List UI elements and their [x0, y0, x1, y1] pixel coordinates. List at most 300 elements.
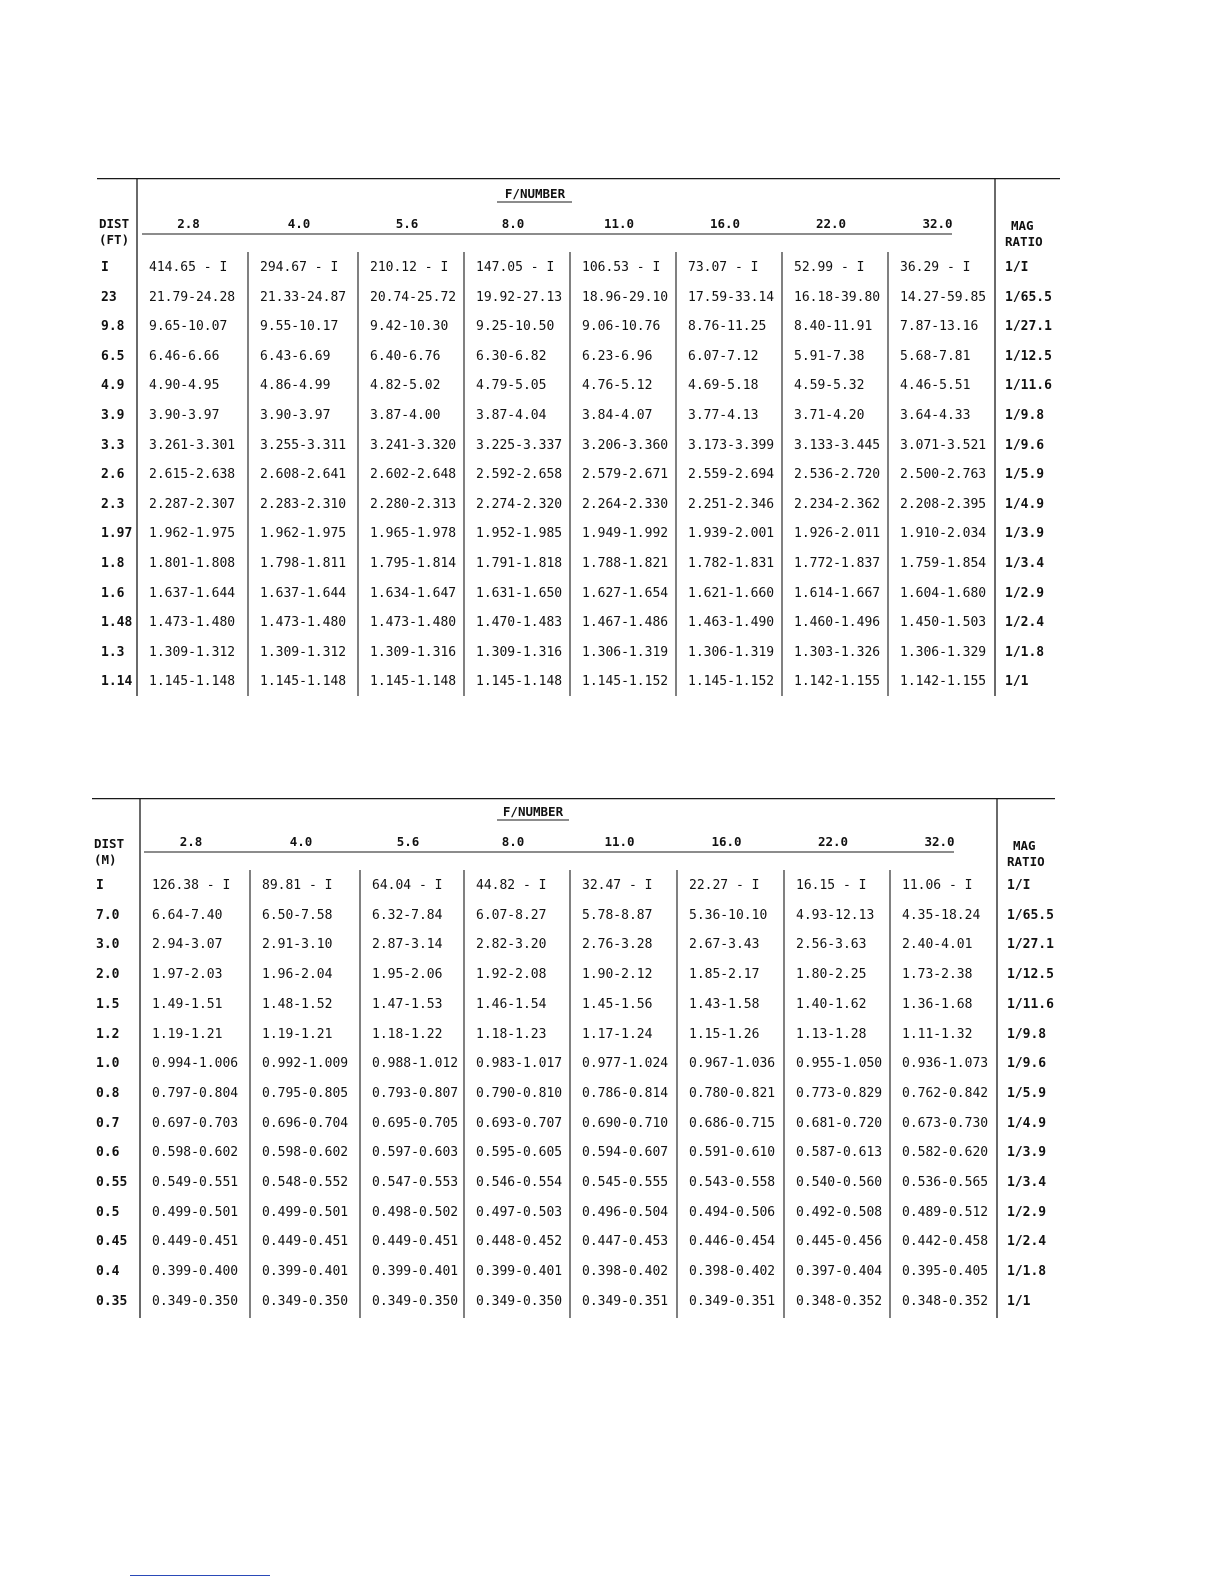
depth-of-field-table-feet — [97, 178, 1060, 696]
dist-value: 6.5 — [101, 348, 125, 364]
range-value: 0.994-1.006 — [152, 1056, 239, 1072]
range-value: 1.11-1.32 — [902, 1026, 973, 1042]
range-value: 1.145-1.148 — [260, 674, 347, 690]
range-value: 3.261-3.301 — [149, 437, 236, 453]
range-value: 1.80-2.25 — [796, 967, 867, 983]
mag-ratio-value: 1/9.6 — [1007, 1056, 1047, 1072]
range-value: 2.234-2.362 — [794, 496, 881, 512]
fnumber-header-4-0: 4.0 — [289, 834, 313, 849]
range-value: 0.494-0.506 — [689, 1204, 776, 1220]
range-value: 2.579-2.671 — [582, 467, 669, 483]
range-value: 1.637-1.644 — [260, 585, 347, 601]
range-value: 1.631-1.650 — [476, 585, 563, 601]
range-value: 2.536-2.720 — [794, 467, 881, 483]
range-value: 0.797-0.804 — [152, 1085, 239, 1101]
dist-value: 0.6 — [96, 1145, 120, 1161]
range-value: 1.309-1.312 — [260, 644, 347, 660]
range-value: 3.90-3.97 — [149, 408, 220, 423]
range-value: 3.77-4.13 — [688, 408, 759, 423]
range-value: 0.399-0.400 — [152, 1264, 239, 1280]
range-value: 8.76-11.25 — [688, 319, 767, 335]
range-value: 4.35-18.24 — [902, 907, 981, 923]
fnumber-header-2-8: 2.8 — [177, 216, 200, 231]
range-value: 147.05 - I — [476, 260, 555, 275]
depth-of-field-table-meters — [92, 798, 1055, 1318]
range-value: 3.87-4.00 — [370, 408, 441, 423]
range-value: 0.349-0.350 — [476, 1293, 563, 1309]
range-value: 0.549-0.551 — [152, 1175, 239, 1190]
range-value: 0.446-0.454 — [689, 1234, 776, 1250]
range-value: 0.448-0.452 — [476, 1234, 563, 1250]
mag-ratio-value: 1/1.8 — [1007, 1264, 1047, 1280]
mag-ratio-value: 1/3.9 — [1007, 1145, 1047, 1161]
fnumber-header-22-0: 22.0 — [817, 834, 849, 849]
range-value: 4.86-4.99 — [260, 378, 331, 394]
dist-label: DIST — [99, 216, 130, 231]
range-value: 0.536-0.565 — [902, 1175, 989, 1190]
dist-value: 4.9 — [101, 378, 125, 394]
range-value: 2.251-2.346 — [688, 496, 775, 512]
range-value: 4.79-5.05 — [476, 378, 547, 394]
dist-value: 9.8 — [101, 319, 125, 335]
range-value: 1.18-1.23 — [476, 1026, 547, 1042]
range-value: 1.95-2.06 — [372, 967, 443, 983]
range-value: 73.07 - I — [688, 260, 759, 275]
range-value: 0.967-1.036 — [689, 1056, 776, 1072]
range-value: 5.68-7.81 — [900, 348, 971, 364]
range-value: 3.133-3.445 — [794, 437, 881, 453]
dist-unit-label: (M) — [94, 852, 117, 867]
range-value: 0.499-0.501 — [262, 1204, 349, 1220]
range-value: 0.992-1.009 — [262, 1056, 349, 1072]
range-value: 0.445-0.456 — [796, 1234, 883, 1250]
mag-ratio-value: 1/I — [1007, 878, 1031, 893]
range-value: 36.29 - I — [900, 260, 971, 275]
range-value: 0.348-0.352 — [902, 1293, 989, 1309]
range-value: 0.790-0.810 — [476, 1085, 563, 1101]
range-value: 4.76-5.12 — [582, 378, 653, 394]
range-value: 2.82-3.20 — [476, 937, 547, 953]
range-value: 1.48-1.52 — [262, 996, 333, 1012]
dist-value: 1.14 — [101, 674, 133, 690]
mag-ratio-value: 1/2.9 — [1007, 1204, 1047, 1220]
range-value: 1.798-1.811 — [260, 556, 347, 571]
range-value: 1.782-1.831 — [688, 556, 775, 571]
range-value: 2.76-3.28 — [582, 937, 653, 953]
fnumber-label: F/NUMBER — [504, 186, 566, 201]
mag-ratio-value: 1/I — [1005, 260, 1029, 275]
range-value: 0.548-0.552 — [262, 1175, 349, 1190]
dist-value: 3.0 — [96, 937, 120, 953]
dist-value: 2.3 — [101, 496, 125, 512]
range-value: 0.595-0.605 — [476, 1145, 563, 1161]
range-value: 0.594-0.607 — [582, 1145, 669, 1161]
range-value: 1.19-1.21 — [152, 1026, 223, 1042]
range-value: 2.500-2.763 — [900, 467, 987, 483]
range-value: 1.145-1.148 — [149, 674, 236, 690]
range-value: 9.42-10.30 — [370, 319, 449, 335]
range-value: 52.99 - I — [794, 260, 865, 275]
dist-label: DIST — [94, 836, 125, 851]
range-value: 4.59-5.32 — [794, 378, 865, 394]
range-value: 1.473-1.480 — [260, 615, 347, 631]
range-value: 18.96-29.10 — [582, 289, 669, 305]
range-value: 0.398-0.402 — [582, 1264, 669, 1280]
range-value: 0.545-0.555 — [582, 1175, 669, 1190]
range-value: 2.602-2.648 — [370, 467, 457, 483]
ratio-label: RATIO — [1005, 234, 1043, 249]
range-value: 11.06 - I — [902, 878, 973, 893]
range-value: 1.36-1.68 — [902, 996, 973, 1012]
range-value: 0.686-0.715 — [689, 1115, 776, 1131]
range-value: 21.79-24.28 — [149, 289, 236, 305]
range-value: 1.73-2.38 — [902, 967, 973, 983]
range-value: 0.349-0.350 — [262, 1293, 349, 1309]
range-value: 0.547-0.553 — [372, 1175, 459, 1190]
mag-ratio-value: 1/12.5 — [1007, 967, 1054, 983]
range-value: 414.65 - I — [149, 260, 228, 275]
range-value: 0.696-0.704 — [262, 1115, 349, 1131]
range-value: 22.27 - I — [689, 878, 760, 893]
mag-ratio-value: 1/11.6 — [1007, 996, 1054, 1012]
range-value: 9.25-10.50 — [476, 319, 555, 335]
range-value: 1.962-1.975 — [149, 526, 236, 542]
range-value: 0.955-1.050 — [796, 1056, 883, 1072]
range-value: 1.145-1.152 — [688, 674, 775, 690]
range-value: 2.91-3.10 — [262, 937, 333, 953]
mag-ratio-value: 1/9.8 — [1007, 1026, 1047, 1042]
range-value: 3.64-4.33 — [900, 408, 971, 423]
mag-ratio-value: 1/5.9 — [1007, 1085, 1047, 1101]
range-value: 1.939-2.001 — [688, 526, 775, 542]
dist-value: 0.55 — [96, 1175, 128, 1190]
range-value: 0.442-0.458 — [902, 1234, 989, 1250]
range-value: 1.18-1.22 — [372, 1026, 443, 1042]
range-value: 5.36-10.10 — [689, 907, 768, 923]
range-value: 0.349-0.350 — [152, 1293, 239, 1309]
range-value: 3.84-4.07 — [582, 408, 653, 423]
range-value: 1.17-1.24 — [582, 1026, 653, 1042]
range-value: 0.673-0.730 — [902, 1115, 989, 1131]
range-value: 1.19-1.21 — [262, 1026, 333, 1042]
range-value: 1.85-2.17 — [689, 967, 760, 983]
fnumber-header-11-0: 11.0 — [603, 216, 635, 231]
range-value: 32.47 - I — [582, 878, 653, 893]
range-value: 0.795-0.805 — [262, 1085, 349, 1101]
range-value: 3.255-3.311 — [260, 437, 347, 453]
range-value: 1.759-1.854 — [900, 556, 987, 571]
range-value: 89.81 - I — [262, 878, 333, 893]
range-value: 16.18-39.80 — [794, 289, 881, 305]
mag-ratio-value: 1/3.9 — [1005, 526, 1045, 542]
fnumber-header-8-0: 8.0 — [501, 216, 525, 231]
range-value: 0.543-0.558 — [689, 1175, 776, 1190]
range-value: 0.780-0.821 — [689, 1085, 776, 1101]
range-value: 1.43-1.58 — [689, 996, 760, 1012]
range-value: 1.40-1.62 — [796, 996, 867, 1012]
range-value: 6.23-6.96 — [582, 348, 653, 364]
range-value: 2.87-3.14 — [372, 937, 443, 953]
range-value: 1.309-1.312 — [149, 644, 236, 660]
fnumber-header-32-0: 32.0 — [924, 834, 955, 849]
range-value: 3.225-3.337 — [476, 437, 563, 453]
range-value: 0.983-1.017 — [476, 1056, 563, 1072]
range-value: 1.795-1.814 — [370, 556, 457, 571]
range-value: 1.772-1.837 — [794, 556, 881, 571]
mag-ratio-value: 1/27.1 — [1007, 937, 1054, 953]
range-value: 0.348-0.352 — [796, 1293, 883, 1309]
range-value: 1.306-1.319 — [688, 644, 775, 660]
range-value: 0.598-0.602 — [262, 1145, 349, 1161]
range-value: 0.499-0.501 — [152, 1204, 239, 1220]
range-value: 4.90-4.95 — [149, 378, 220, 394]
range-value: 1.949-1.992 — [582, 526, 669, 542]
dist-value: 3.3 — [101, 437, 125, 453]
range-value: 1.49-1.51 — [152, 996, 223, 1012]
range-value: 0.786-0.814 — [582, 1085, 669, 1101]
dist-value: 1.2 — [96, 1026, 120, 1042]
range-value: 1.965-1.978 — [370, 526, 457, 542]
dist-unit-label: (FT) — [99, 232, 130, 247]
range-value: 0.546-0.554 — [476, 1175, 563, 1190]
dist-value: 0.35 — [96, 1293, 128, 1309]
range-value: 9.65-10.07 — [149, 319, 228, 335]
range-value: 6.32-7.84 — [372, 907, 443, 923]
fnumber-header-5-6: 5.6 — [395, 216, 419, 231]
range-value: 0.497-0.503 — [476, 1204, 563, 1220]
range-value: 0.399-0.401 — [262, 1264, 349, 1280]
range-value: 0.977-1.024 — [582, 1056, 669, 1072]
range-value: 1.627-1.654 — [582, 585, 669, 601]
range-value: 4.82-5.02 — [370, 378, 441, 394]
range-value: 1.634-1.647 — [370, 585, 457, 601]
dist-value: 2.6 — [101, 467, 125, 483]
range-value: 1.788-1.821 — [582, 556, 669, 571]
range-value: 0.449-0.451 — [372, 1234, 459, 1250]
range-value: 2.283-2.310 — [260, 496, 347, 512]
mag-ratio-value: 1/9.8 — [1005, 408, 1045, 423]
range-value: 294.67 - I — [260, 260, 339, 275]
dist-value: 1.48 — [101, 615, 133, 631]
range-value: 17.59-33.14 — [688, 289, 775, 305]
footer-link-underline[interactable] — [130, 1575, 270, 1576]
mag-ratio-value: 1/11.6 — [1005, 378, 1052, 394]
mag-label: MAG — [1013, 838, 1036, 853]
mag-ratio-value: 1/65.5 — [1005, 289, 1052, 305]
range-value: 0.496-0.504 — [582, 1204, 669, 1220]
fnumber-header-16-0: 16.0 — [711, 834, 742, 849]
range-value: 1.621-1.660 — [688, 585, 775, 601]
fnumber-header-4-0: 4.0 — [287, 216, 311, 231]
range-value: 0.695-0.705 — [372, 1115, 459, 1131]
fnumber-header-8-0: 8.0 — [501, 834, 525, 849]
range-value: 0.349-0.350 — [372, 1293, 459, 1309]
range-value: 2.94-3.07 — [152, 937, 223, 953]
mag-ratio-value: 1/65.5 — [1007, 907, 1054, 923]
range-value: 1.13-1.28 — [796, 1026, 867, 1042]
range-value: 21.33-24.87 — [260, 289, 347, 305]
mag-ratio-value: 1/12.5 — [1005, 348, 1052, 364]
range-value: 1.962-1.975 — [260, 526, 347, 542]
range-value: 0.587-0.613 — [796, 1145, 883, 1161]
fnumber-header-2-8: 2.8 — [179, 834, 203, 849]
range-value: 1.473-1.480 — [370, 615, 457, 631]
range-value: 19.92-27.13 — [476, 289, 563, 305]
range-value: 0.447-0.453 — [582, 1234, 669, 1250]
range-value: 0.498-0.502 — [372, 1204, 459, 1220]
mag-ratio-value: 1/2.9 — [1005, 585, 1045, 601]
range-value: 2.274-2.320 — [476, 496, 563, 512]
range-value: 0.540-0.560 — [796, 1175, 883, 1190]
range-value: 6.40-6.76 — [370, 348, 441, 364]
range-value: 1.142-1.155 — [794, 674, 881, 690]
mag-ratio-value: 1/3.4 — [1005, 556, 1045, 571]
range-value: 4.69-5.18 — [688, 378, 759, 394]
range-value: 6.43-6.69 — [260, 348, 331, 364]
dist-value: 1.3 — [101, 644, 125, 660]
range-value: 0.773-0.829 — [796, 1085, 883, 1101]
range-value: 2.280-2.313 — [370, 496, 457, 512]
range-value: 6.30-6.82 — [476, 348, 547, 364]
range-value: 2.608-2.641 — [260, 467, 347, 483]
range-value: 6.50-7.58 — [262, 907, 333, 923]
range-value: 0.681-0.720 — [796, 1115, 883, 1131]
range-value: 0.399-0.401 — [372, 1264, 459, 1280]
range-value: 44.82 - I — [476, 878, 547, 893]
range-value: 5.91-7.38 — [794, 348, 865, 364]
range-value: 0.349-0.351 — [689, 1293, 776, 1309]
range-value: 2.264-2.330 — [582, 496, 669, 512]
range-value: 2.208-2.395 — [900, 496, 987, 512]
range-value: 1.145-1.148 — [476, 674, 563, 690]
fnumber-label: F/NUMBER — [502, 804, 564, 819]
range-value: 3.206-3.360 — [582, 437, 669, 453]
fnumber-header-16-0: 16.0 — [709, 216, 741, 231]
range-value: 0.690-0.710 — [582, 1115, 669, 1131]
range-value: 0.397-0.404 — [796, 1264, 883, 1280]
mag-ratio-value: 1/3.4 — [1007, 1175, 1047, 1190]
range-value: 1.309-1.316 — [476, 644, 563, 660]
range-value: 0.489-0.512 — [902, 1204, 989, 1220]
range-value: 1.303-1.326 — [794, 644, 881, 660]
range-value: 0.597-0.603 — [372, 1145, 459, 1161]
range-value: 1.145-1.148 — [370, 674, 457, 690]
dist-value: 0.7 — [96, 1115, 120, 1131]
range-value: 1.90-2.12 — [582, 967, 653, 983]
range-value: 0.449-0.451 — [152, 1234, 239, 1250]
mag-ratio-value: 1/27.1 — [1005, 319, 1052, 335]
range-value: 0.591-0.610 — [689, 1145, 776, 1161]
mag-ratio-value: 1/4.9 — [1007, 1115, 1047, 1131]
range-value: 3.87-4.04 — [476, 408, 547, 423]
mag-ratio-value: 1/1 — [1007, 1293, 1031, 1309]
range-value: 0.492-0.508 — [796, 1204, 883, 1220]
range-value: 16.15 - I — [796, 878, 867, 893]
range-value: 1.470-1.483 — [476, 615, 563, 631]
range-value: 4.46-5.51 — [900, 378, 971, 394]
range-value: 6.07-8.27 — [476, 907, 547, 923]
dist-value: 1.5 — [96, 996, 120, 1012]
range-value: 1.306-1.319 — [582, 644, 669, 660]
range-value: 0.398-0.402 — [689, 1264, 776, 1280]
range-value: 1.92-2.08 — [476, 967, 547, 983]
range-value: 8.40-11.91 — [794, 319, 873, 335]
fnumber-header-5-6: 5.6 — [396, 834, 420, 849]
dist-value: 0.8 — [96, 1085, 120, 1101]
range-value: 1.145-1.152 — [582, 674, 669, 690]
range-value: 1.46-1.54 — [476, 996, 547, 1012]
fnumber-header-32-0: 32.0 — [922, 216, 953, 231]
dist-value: I — [96, 878, 104, 893]
range-value: 126.38 - I — [152, 878, 231, 893]
mag-ratio-value: 1/9.6 — [1005, 437, 1045, 453]
dist-value: 7.0 — [96, 907, 120, 923]
fnumber-header-11-0: 11.0 — [604, 834, 635, 849]
dist-value: I — [101, 260, 109, 275]
range-value: 1.306-1.329 — [900, 644, 987, 660]
range-value: 0.793-0.807 — [372, 1085, 459, 1101]
range-value: 2.592-2.658 — [476, 467, 563, 483]
range-value: 1.45-1.56 — [582, 996, 653, 1012]
range-value: 0.598-0.602 — [152, 1145, 239, 1161]
mag-ratio-value: 1/1 — [1005, 674, 1029, 690]
range-value: 0.449-0.451 — [262, 1234, 349, 1250]
range-value: 1.952-1.985 — [476, 526, 563, 542]
range-value: 2.615-2.638 — [149, 467, 236, 483]
dist-value: 1.8 — [101, 556, 125, 571]
range-value: 2.67-3.43 — [689, 937, 760, 953]
dist-value: 0.5 — [96, 1204, 120, 1220]
range-value: 0.399-0.401 — [476, 1264, 563, 1280]
range-value: 3.71-4.20 — [794, 408, 865, 423]
range-value: 1.15-1.26 — [689, 1026, 760, 1042]
range-value: 1.460-1.496 — [794, 615, 881, 631]
range-value: 14.27-59.85 — [900, 289, 987, 305]
range-value: 9.55-10.17 — [260, 319, 339, 335]
mag-ratio-value: 1/2.4 — [1007, 1234, 1047, 1250]
range-value: 1.309-1.316 — [370, 644, 457, 660]
range-value: 7.87-13.16 — [900, 319, 979, 335]
range-value: 0.582-0.620 — [902, 1145, 989, 1161]
range-value: 64.04 - I — [372, 878, 443, 893]
range-value: 6.07-7.12 — [688, 348, 759, 364]
range-value: 2.40-4.01 — [902, 937, 973, 953]
range-value: 106.53 - I — [582, 260, 661, 275]
range-value: 20.74-25.72 — [370, 289, 457, 305]
range-value: 0.762-0.842 — [902, 1085, 989, 1101]
range-value: 0.395-0.405 — [902, 1264, 989, 1280]
mag-ratio-value: 1/1.8 — [1005, 644, 1045, 660]
range-value: 0.988-1.012 — [372, 1056, 459, 1072]
range-value: 1.463-1.490 — [688, 615, 775, 631]
range-value: 0.349-0.351 — [582, 1293, 669, 1309]
range-value: 210.12 - I — [370, 260, 449, 275]
mag-label: MAG — [1011, 218, 1034, 233]
range-value: 3.241-3.320 — [370, 437, 457, 453]
range-value: 3.90-3.97 — [260, 408, 331, 423]
mag-ratio-value: 1/2.4 — [1005, 615, 1045, 631]
dist-value: 1.97 — [101, 526, 133, 542]
dist-value: 0.4 — [96, 1264, 120, 1280]
range-value: 0.697-0.703 — [152, 1115, 239, 1131]
range-value: 3.071-3.521 — [900, 437, 987, 453]
range-value: 6.64-7.40 — [152, 907, 223, 923]
range-value: 4.93-12.13 — [796, 907, 875, 923]
dist-value: 2.0 — [96, 967, 120, 983]
dist-value: 23 — [101, 289, 117, 305]
range-value: 6.46-6.66 — [149, 348, 220, 364]
range-value: 5.78-8.87 — [582, 907, 653, 923]
